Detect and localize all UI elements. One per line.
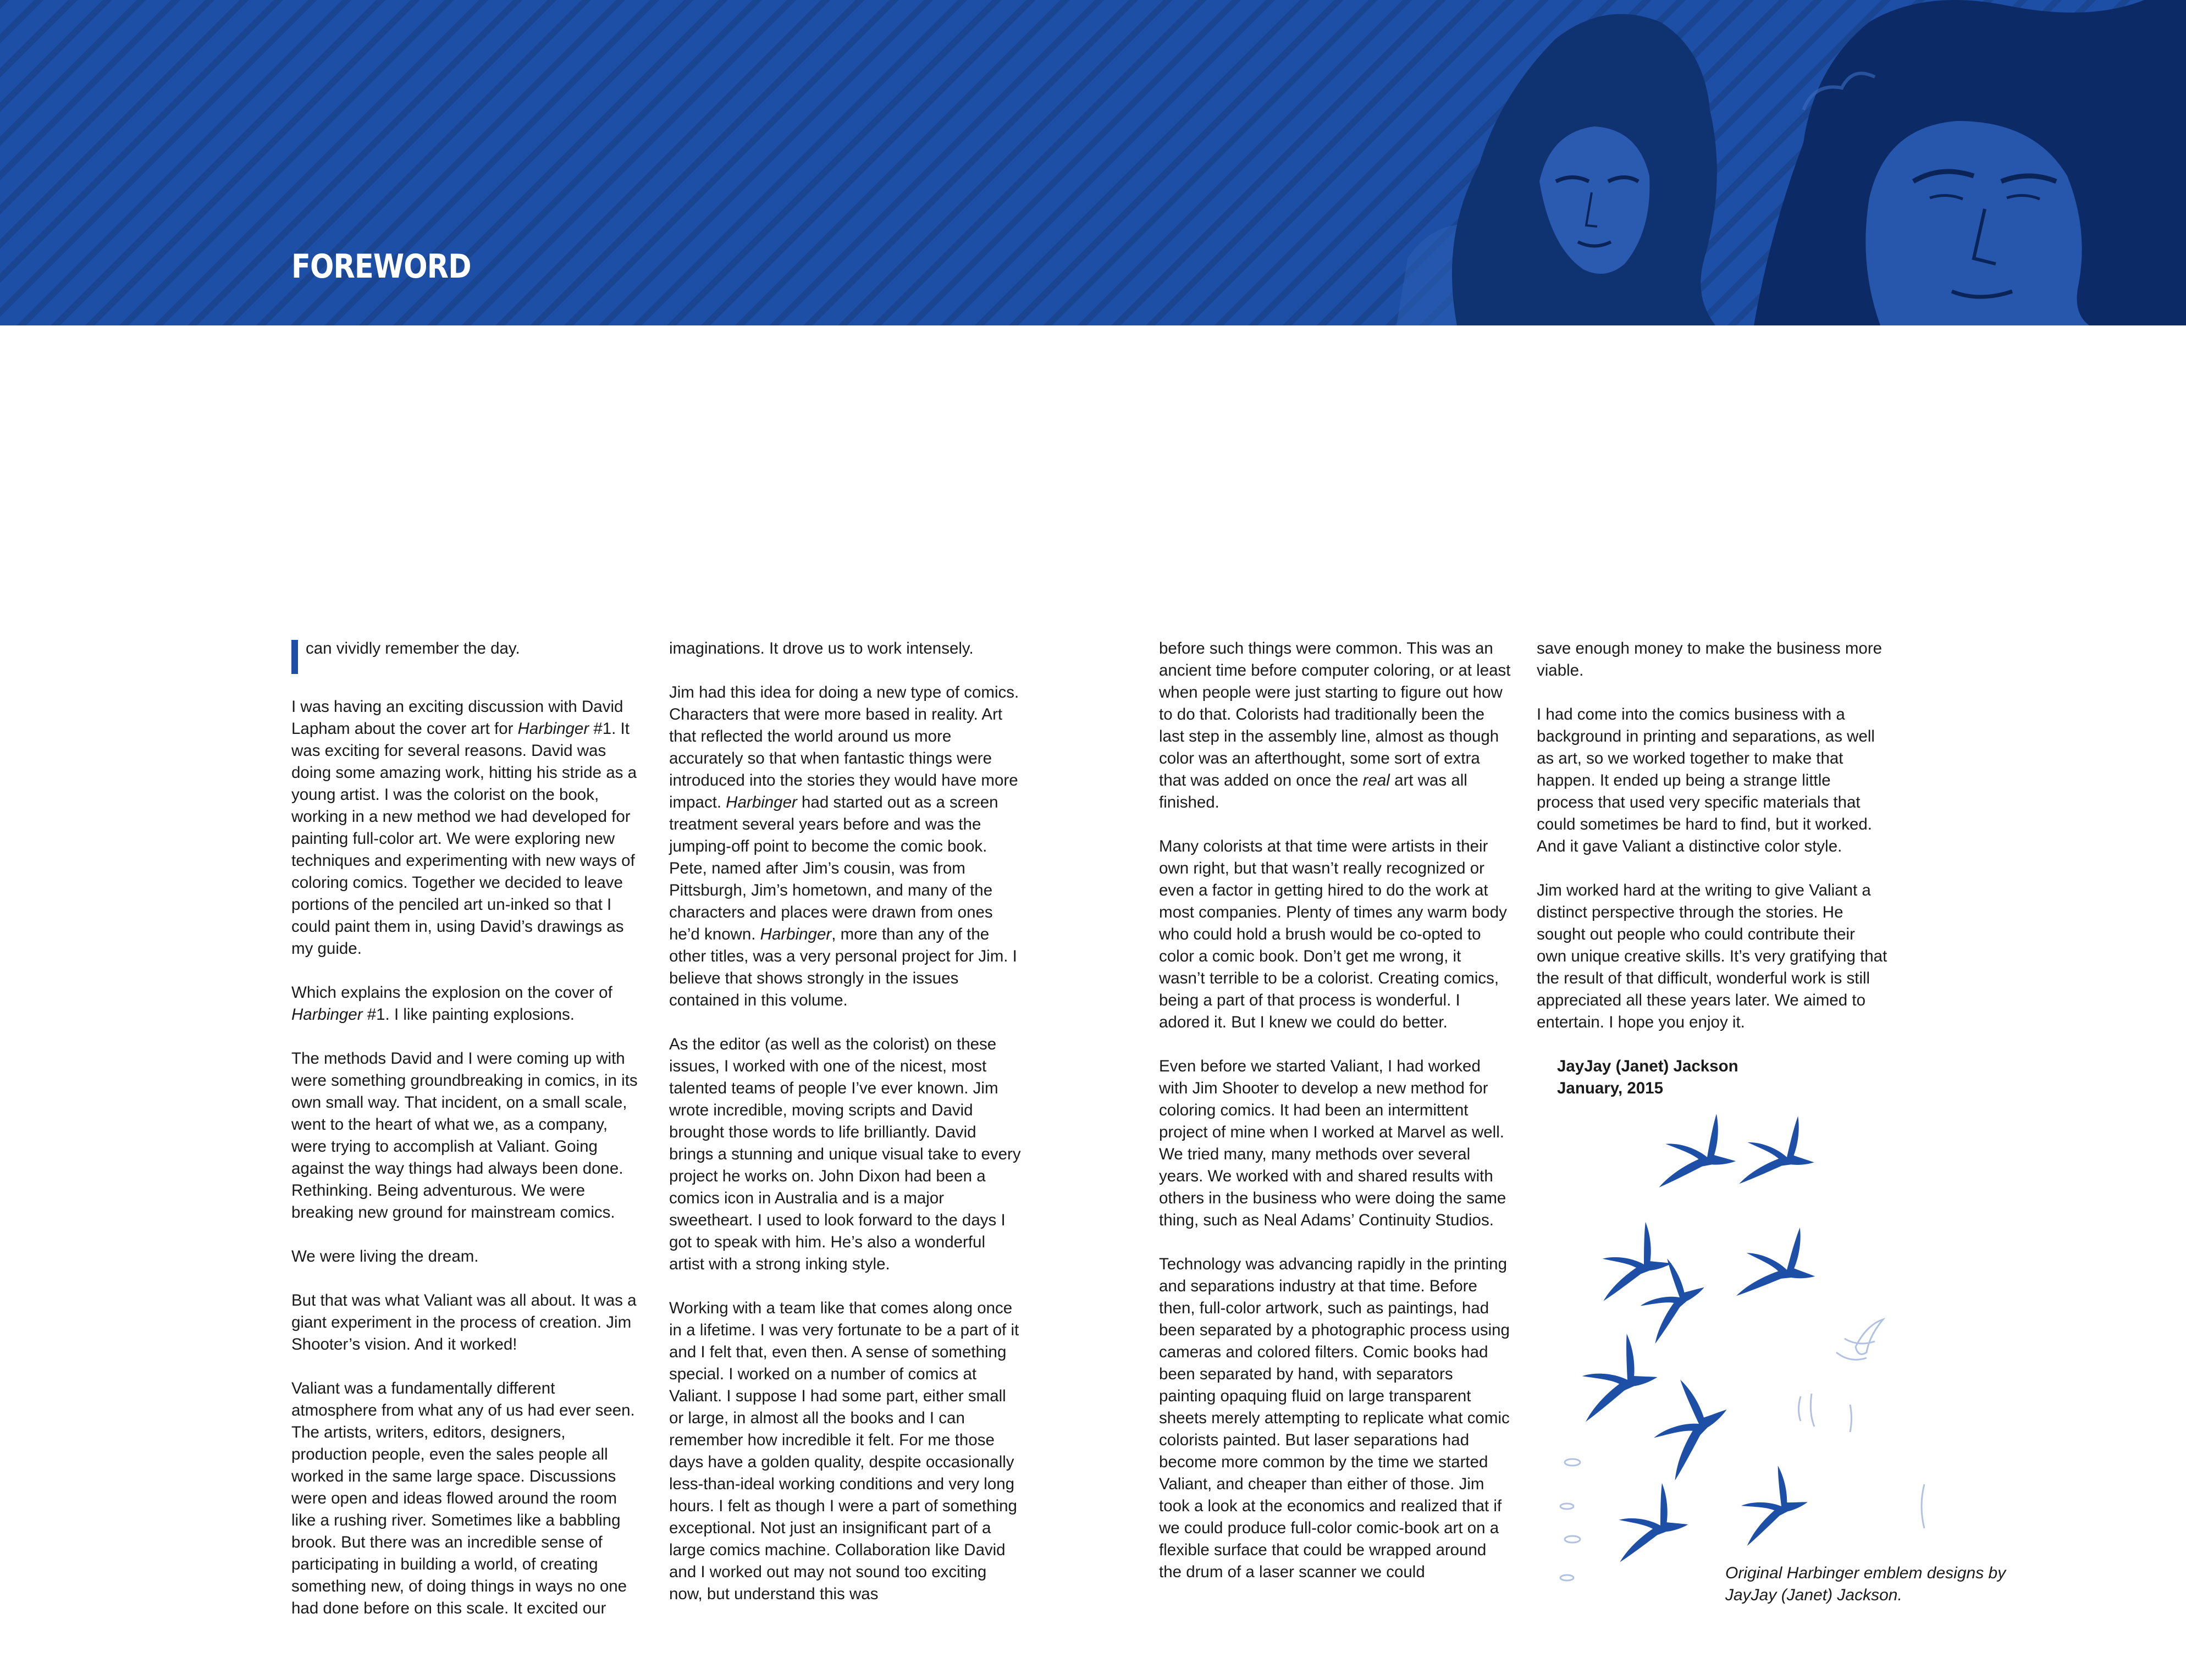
paragraph: imaginations. It drove us to work intensely. [669, 639, 974, 657]
image-caption [1725, 1562, 2033, 1606]
paragraph: Many colorists at that time were artists in their own right, but that wasn’t really recognized or even a factor in getting hired to do the work at most companies. Plenty of times any warm body who could hold a brush would be co-opted to color a comic book. Don’t get me wrong, it wasn’t terrible to be a colorist. Creating comics, being a part of that process is wonderful. I adored it. But I knew we could do better. [1159, 837, 1507, 1031]
paragraph: As the editor (as well as the colorist) on these issues, I worked with one of the nicest, most talented teams of people I’ve ever known. Jim wrote incredible, moving scripts and David brought those words to life brilliantly. David brings a stunning and unique visual take to every project he works on. John Dixon had been a comics icon in Australia and is a major sweetheart. I used to look forward to the days I got to speak with him. He’s also a wonderful artist with a strong inking style. [669, 1035, 1021, 1273]
paragraph: before such things were common. This was an ancient time before computer coloring, or at least when people were just starting to figure out how to do that. Colorists had traditionally been the last step in the assembly line, almost as though color was an afterthought, some sort of extra that was added on once the real art was all finished. [1159, 639, 1511, 811]
caption-line: JayJay (Janet) Jackson. [1725, 1586, 1902, 1604]
paragraph: Technology was advancing rapidly in the printing and separations industry at that time. Before then, full-color artwork, such as paintings, had been separated by a photographic process using cameras and colored filters. Comic books had been separated by hand, with separators painting opaquing fluid on large transparent sheets merely attempting to replicate what comic colorists painted. But laser separations had become more common by the time we started Valiant, and cheaper than either of those. Jim took a look at the economics and realized that if we could produce full-color comic-book art on a flexible surface that could be wrapped around the drum of a laser scanner we could [1159, 1255, 1510, 1581]
header-banner [0, 0, 2186, 325]
swallow-icon [1739, 1109, 1820, 1194]
text-column-2 [669, 638, 1021, 1627]
swallow-icon [1736, 1219, 1823, 1309]
paragraph: Jim had this idea for doing a new type of comics. Characters that were more based in reality. Art that reflected the world around us more accurately so that when fantastic things were introduced into the stories they would have more impact. Harbinger had started out as a screen treatment several years before and was the jumping-off point to become the comic book. Pete, named after Jim’s cousin, was from Pittsburgh, Jim’s hometown, and many of the characters and places were drawn from ones he’d known. Harbinger, more than any of the other titles, was a very personal project for Jim. I believe that shows strongly in the issues contained in this volume. [669, 683, 1019, 1009]
swallow-icon [1659, 1109, 1740, 1194]
paragraph: can vividly remember the day. [291, 638, 643, 674]
pencil-sketch [1560, 1319, 1924, 1580]
paragraph: Even before we started Valiant, I had worked with Jim Shooter to develop a new method for coloring comics. It had been an intermittent project of mine when I worked at Marvel as well. We tried many, many methods over several years. We worked with and shared results with others in the business who were doing the same thing, such as Neal Adams’ Continuity Studios. [1159, 1057, 1506, 1229]
paragraph: But that was what Valiant was all about. It was a giant experiment in the process of creation. Jim Shooter’s vision. And it worked! [291, 1291, 637, 1353]
paragraph: save enough money to make the business more viable. [1537, 639, 1883, 679]
text-column-3 [1159, 638, 1511, 1605]
text-column-1 [291, 638, 643, 1642]
swallow-icon [1732, 1461, 1814, 1546]
page-title: FOREWORD [291, 247, 471, 286]
paragraph: Valiant was a fundamentally different atmosphere from what any of us had ever seen. The artists, writers, editors, designers, production people, even the sales people all worked in the same large space. Discussions were open and ideas flowed around the room like a rushing river. Sometimes like a babbling brook. But there was an incredible sense of participating in building a world, of creating something new, of doing things in ways no one had done before on this scale. It excited our [291, 1379, 635, 1617]
comic-character-illustration [1374, 0, 2186, 325]
paragraph: The methods David and I were coming up with were something groundbreaking in comics, in its own small way. That incident, on a small scale, went to the heart of what we, as a company, were trying to accomplish at Valiant. Going against the way things had always been done. Rethinking. Being adventurous. We were breaking new ground for mainstream comics. [291, 1049, 638, 1222]
author-name: JayJay (Janet) Jackson [1557, 1057, 1738, 1075]
swallow-icon [1574, 1330, 1662, 1422]
paragraph: Working with a team like that comes along once in a lifetime. I was very fortunate to be a part of it and I felt that, even then. A sense of something special. I worked on a number of comics at Valiant. I suppose I had some part, either small or large, in almost all the books and I can remember how incredible it felt. For me those days have a golden quality, despite occasionally less-than-ideal working conditions and very long hours. I felt as though I were a part of something exceptional. Not just an insignificant part of a large comics machine. Collaboration like David and I worked out may not sound too exciting now, but understand this was [669, 1299, 1019, 1603]
signature-date: January, 2015 [1557, 1079, 1663, 1097]
paragraph: Jim worked hard at the writing to give Valiant a distinct perspective through the stories. He sought out people who could contribute their own unique creative skills. It’s very gratifying that the result of that difficult, wonderful work is still appreciated all these years later. We aimed to entertain. I hope you enjoy it. [1537, 881, 1887, 1031]
swallow-icon [1597, 1220, 1674, 1301]
swallow-icon [1633, 1367, 1745, 1480]
paragraph: Which explains the explosion on the cover of Harbinger #1. I like painting explosions. [291, 983, 612, 1024]
caption-line: Original Harbinger emblem designs by [1725, 1564, 2006, 1582]
swallow-icon [1613, 1481, 1691, 1562]
text-column-4 [1537, 638, 1889, 1055]
harbinger-emblem-sketches [1550, 1088, 1935, 1616]
paragraph: I had come into the comics business with a background in printing and separations, as well as art, so we worked together to make that happen. It ended up being a strange little process that used very specific materials that could sometimes be hard to find, but it worked. And it gave Valiant a distinctive color style. [1537, 705, 1875, 855]
drop-cap [291, 640, 298, 674]
paragraph: We were living the dream. [291, 1247, 479, 1265]
paragraph: I was having an exciting discussion with David Lapham about the cover art for Harbinger #1. It was exciting for several reasons. David was doing some amazing work, hitting his stride as a young artist. I was the colorist on the book, working in a new method we had developed for painting full-color art. We were exploring new techniques and experimenting with new ways of coloring comics. Together we decided to leave portions of the penciled art un-inked so that I could paint them in, using David’s drawings as my guide. [291, 698, 637, 958]
